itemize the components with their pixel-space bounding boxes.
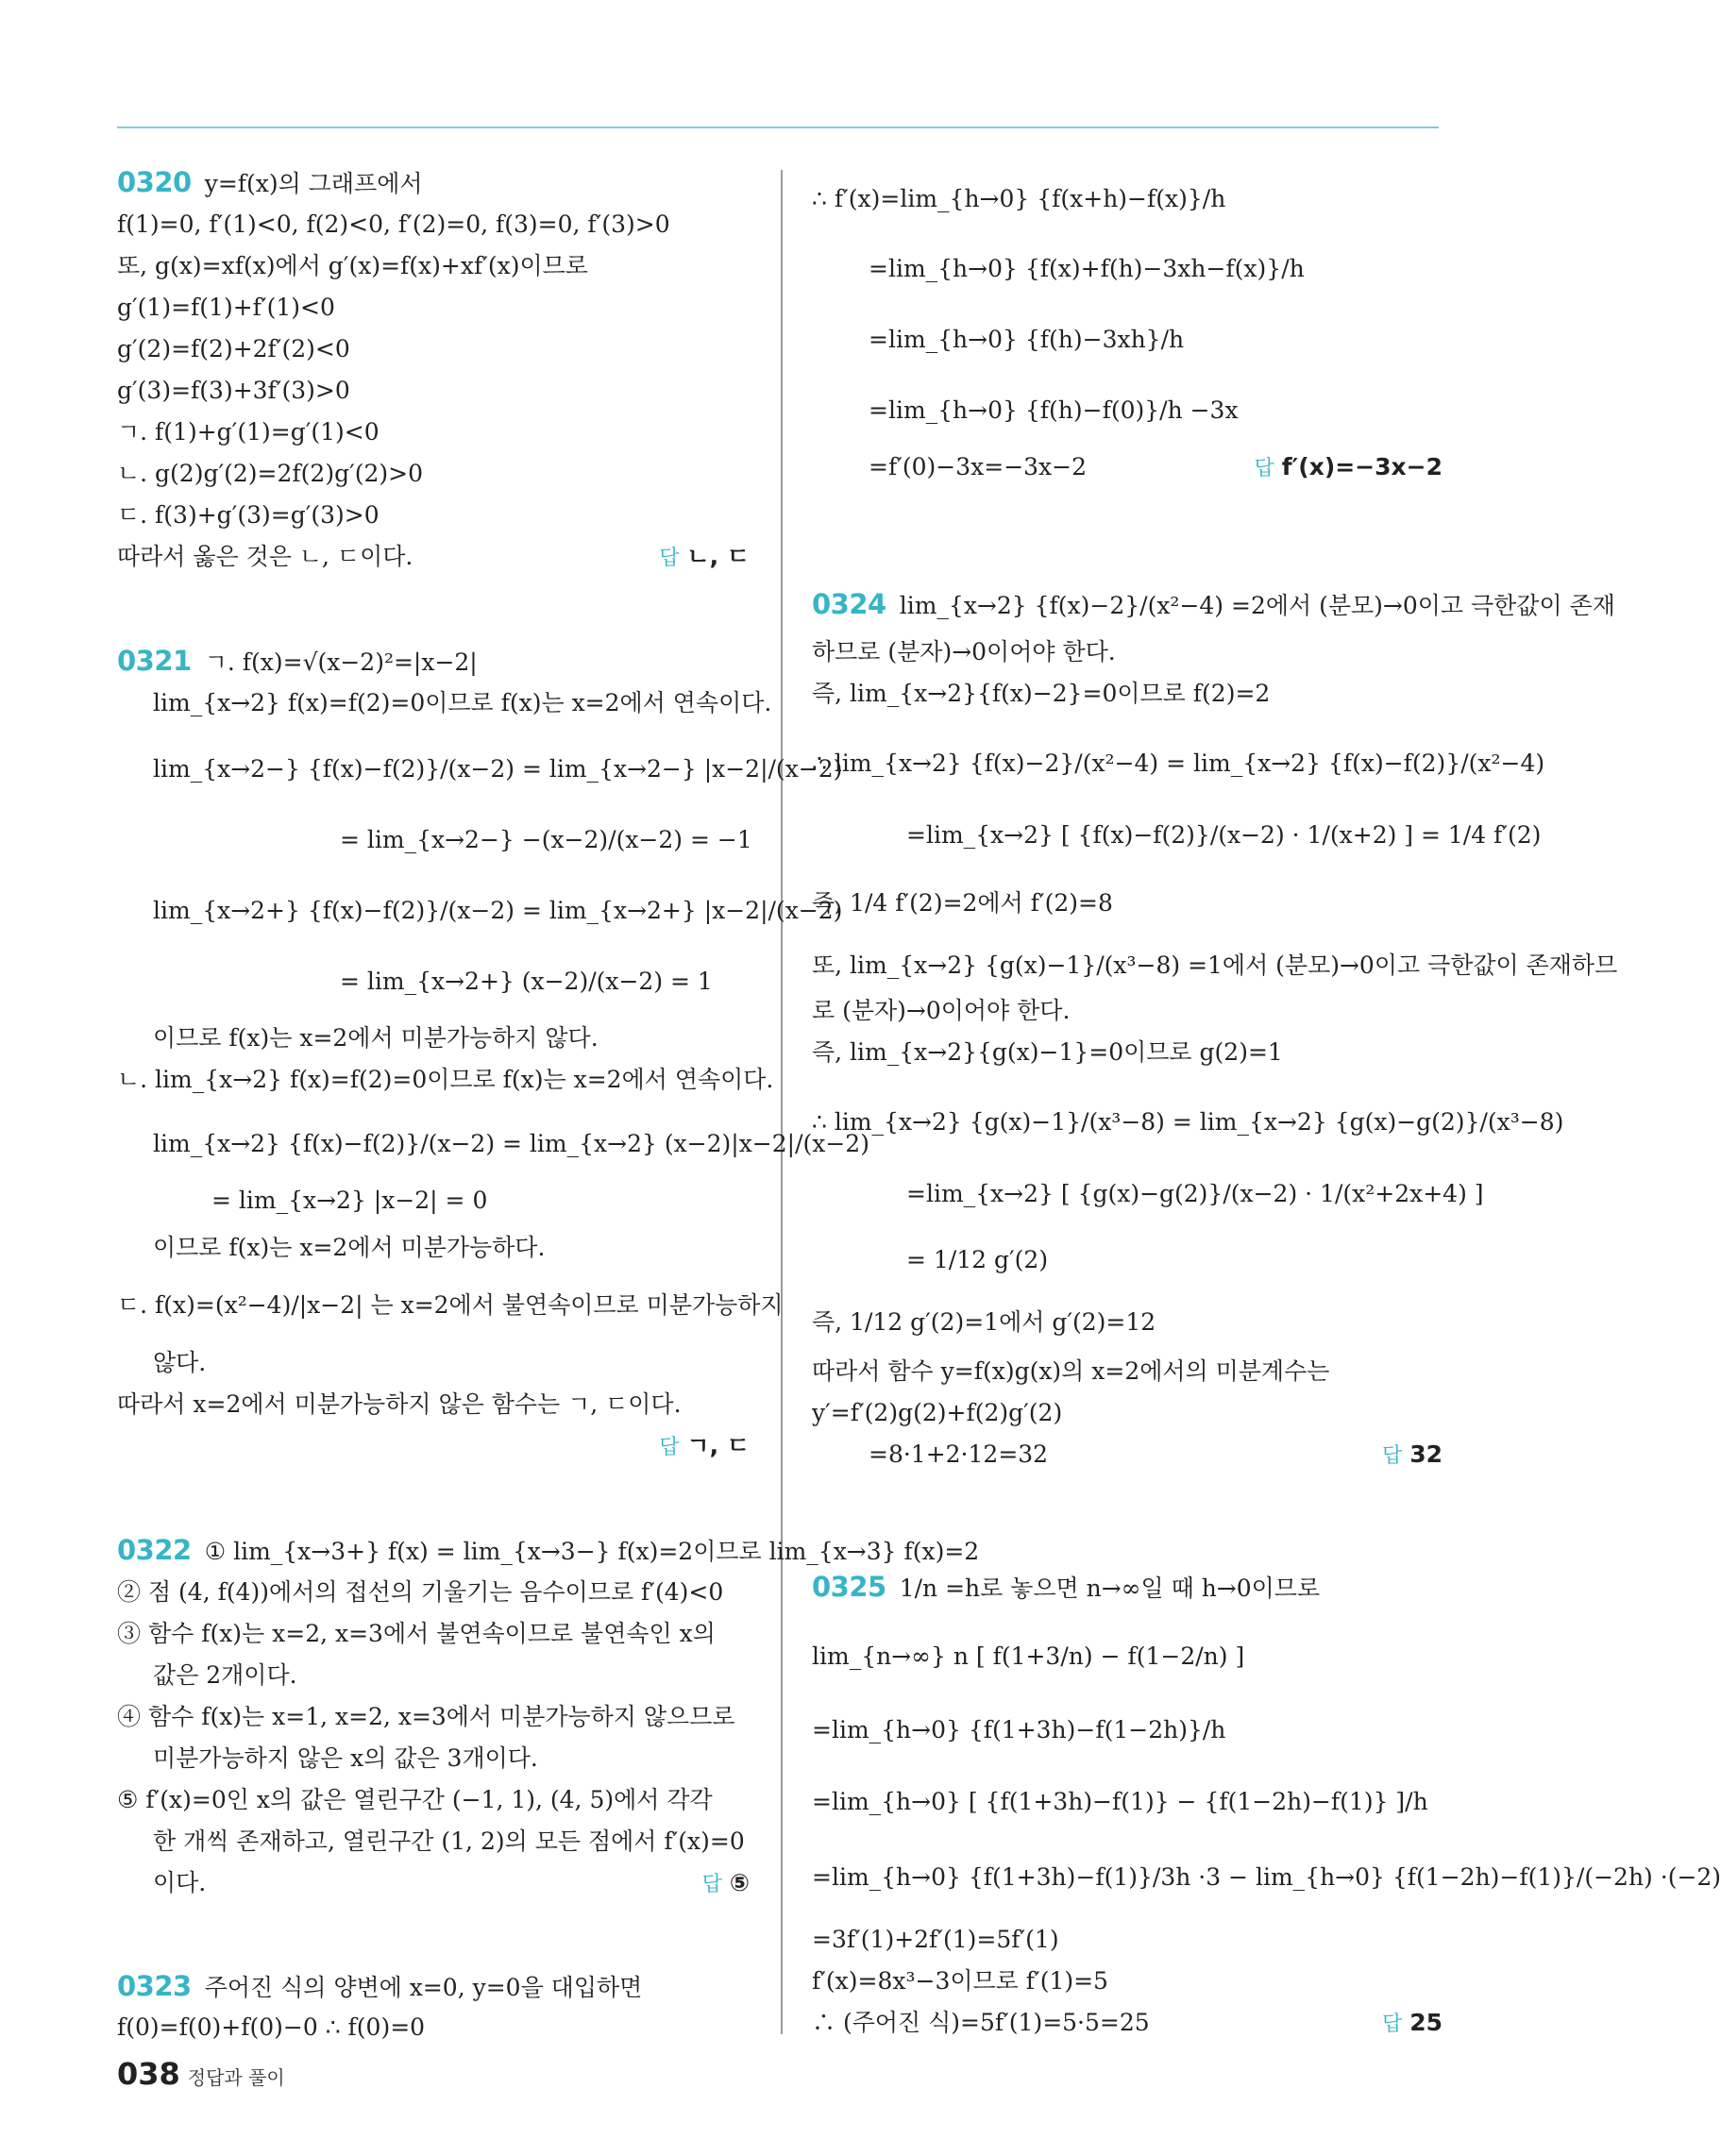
solution-line: 1/n =h로 놓으면 n→∞일 때 h→0이므로: [899, 1575, 1321, 1602]
answer-tag: 답: [659, 1436, 680, 1459]
solution-line: = lim_{x→2} |x−2| = 0: [211, 1187, 488, 1214]
solution-line: 따라서 함수 y=f(x)g(x)의 x=2에서의 미분계수는: [812, 1357, 1330, 1385]
solution-line: =lim_{h→0} {f(h)−f(0)}/h −3x: [869, 396, 1239, 424]
solution-line: ㄷ. f(x)=(x²−4)/|x−2| 는 x=2에서 불연속이므로 미분가능하지: [117, 1291, 784, 1319]
solution-line: f′(x)=8x³−3이므로 f′(1)=5: [812, 1967, 1108, 1995]
answer-tag: 답: [659, 547, 680, 570]
answer-value: ㄱ, ㄷ: [686, 1432, 750, 1459]
solution-line: =lim_{x→2} [ {g(x)−g(2)}/(x−2) · 1/(x²+2x+4) ]: [906, 1180, 1484, 1207]
problem-number: 0323: [117, 1970, 192, 2002]
solution-line: ㄱ. f(1)+g′(1)=g′(1)<0: [117, 418, 380, 446]
solution-line: 이므로 f(x)는 x=2에서 미분가능하다.: [153, 1234, 546, 1261]
footer-label: 정답과 풀이: [187, 2066, 285, 2089]
solution-line: 않다.: [153, 1349, 207, 1376]
solution-line: = lim_{x→2+} (x−2)/(x−2) = 1: [340, 968, 713, 995]
solution-line: 즉, 1/4 f′(2)=2에서 f′(2)=8: [812, 889, 1113, 917]
answer-0322: [702, 1867, 750, 1901]
answer-value: ⑤: [729, 1869, 750, 1896]
solution-line: =3f′(1)+2f′(1)=5f′(1): [812, 1926, 1059, 1953]
solution-line: ∴ (주어진 식)=5f′(1)=5·5=25: [812, 2009, 1150, 2036]
solution-line: ① lim_{x→3+} f(x) = lim_{x→3−} f(x)=2이므로 lim_{x→3} f(x)=2: [204, 1538, 980, 1565]
solution-line: 따라서 옳은 것은 ㄴ, ㄷ이다.: [117, 543, 413, 570]
solution-line: = 1/12 g′(2): [906, 1246, 1049, 1273]
answer-value: ㄴ, ㄷ: [686, 543, 750, 570]
solution-line: ② 점 (4, f(4))에서의 접선의 기울기는 음수이므로 f′(4)<0: [117, 1578, 724, 1606]
problem-number: 0322: [117, 1534, 192, 1566]
problem-0324-header: [812, 588, 1615, 622]
problem-number: 0320: [117, 166, 192, 198]
answer-tag: 답: [1381, 2013, 1403, 2036]
solution-line: 이다.: [153, 1869, 207, 1896]
solution-line: 값은 2개이다.: [153, 1661, 297, 1689]
solution-line: lim_{x→2} {f(x)−2}/(x²−4) =2에서 (분모)→0이고 극한값이 존재: [899, 592, 1615, 619]
solution-line: =lim_{h→0} {f(h)−3xh}/h: [869, 326, 1185, 353]
problem-number: 0324: [812, 588, 886, 620]
problem-0325-header: [812, 1571, 1320, 1605]
solution-line: ㄷ. f(3)+g′(3)=g′(3)>0: [117, 501, 380, 529]
answer-value: f′(x)=−3x−2: [1281, 453, 1443, 480]
answer-0325: [1382, 2007, 1443, 2041]
solution-line: 또, lim_{x→2} {g(x)−1}/(x³−8) =1에서 (분모)→0이고 극한값이 존재하므: [812, 952, 1618, 979]
answer-0323: [1255, 451, 1443, 485]
solution-line: ∴ f′(x)=lim_{h→0} {f(x+h)−f(x)}/h: [812, 185, 1226, 212]
answer-tag: 답: [701, 1873, 722, 1896]
solution-line: 즉, lim_{x→2}{f(x)−2}=0이므로 f(2)=2: [812, 680, 1271, 707]
solution-line: 한 개씩 존재하고, 열린구간 (1, 2)의 모든 점에서 f′(x)=0: [153, 1828, 745, 1855]
solution-line: 즉, lim_{x→2}{g(x)−1}=0이므로 g(2)=1: [812, 1038, 1283, 1066]
solution-line: ⑤ f′(x)=0인 x의 값은 열린구간 (−1, 1), (4, 5)에서 각각: [117, 1786, 713, 1813]
solution-line: 이므로 f(x)는 x=2에서 미분가능하지 않다.: [153, 1024, 599, 1052]
solution-line: g′(1)=f(1)+f′(1)<0: [117, 294, 335, 321]
solution-line: lim_{x→2} f(x)=f(2)=0이므로 f(x)는 x=2에서 연속이다.: [153, 689, 772, 716]
solution-line: lim_{n→∞} n [ f(1+3/n) − f(1−2/n) ]: [812, 1642, 1245, 1670]
solution-line: 미분가능하지 않은 x의 값은 3개이다.: [153, 1744, 538, 1772]
solution-line: =lim_{h→0} {f(x)+f(h)−3xh−f(x)}/h: [869, 255, 1305, 282]
solution-line: lim_{x→2+} {f(x)−f(2)}/(x−2) = lim_{x→2+} |x−2|/(x−2): [153, 897, 843, 924]
solution-line: ㄴ. g(2)g′(2)=2f(2)g′(2)>0: [117, 460, 424, 487]
problem-0321-header: [117, 645, 478, 679]
problem-number: 0321: [117, 645, 192, 677]
solution-line: 따라서 x=2에서 미분가능하지 않은 함수는 ㄱ, ㄷ이다.: [117, 1390, 682, 1418]
problem-number: 0325: [812, 1571, 886, 1603]
solution-line: =lim_{h→0} [ {f(1+3h)−f(1)} − {f(1−2h)−f(1)} ]/h: [812, 1788, 1428, 1815]
solution-line: y=f(x)의 그래프에서: [204, 170, 423, 197]
solution-line: = lim_{x→2−} −(x−2)/(x−2) = −1: [340, 826, 752, 853]
solution-line: f(1)=0, f′(1)<0, f(2)<0, f′(2)=0, f(3)=0, f′(3)>0: [117, 211, 670, 238]
answer-value: 25: [1409, 2009, 1443, 2036]
solution-line: lim_{x→2} {f(x)−f(2)}/(x−2) = lim_{x→2} (x−2)|x−2|/(x−2): [153, 1130, 869, 1157]
solution-line: =lim_{h→0} {f(1+3h)−f(1)}/3h ·3 − lim_{h→0} {f(1−2h)−f(1)}/(−2h) ·(−2): [812, 1863, 1721, 1891]
problem-0323-header: [117, 1970, 642, 2004]
column-divider: [781, 170, 783, 2034]
answer-0320: [659, 541, 750, 575]
solution-line: =8·1+2·12=32: [869, 1440, 1049, 1468]
solution-line: ④ 함수 f(x)는 x=1, x=2, x=3에서 미분가능하지 않으므로: [117, 1703, 735, 1730]
solution-line: y′=f′(2)g(2)+f(2)g′(2): [812, 1399, 1063, 1426]
answer-0324: [1382, 1439, 1443, 1473]
solution-line: f(0)=f(0)+f(0)−0 ∴ f(0)=0: [117, 2013, 426, 2041]
solution-line: ㄴ. lim_{x→2} f(x)=f(2)=0이므로 f(x)는 x=2에서 연속이다.: [117, 1066, 774, 1093]
problem-0322-header: [117, 1534, 979, 1568]
solution-line: lim_{x→2−} {f(x)−f(2)}/(x−2) = lim_{x→2−} |x−2|/(x−2): [153, 755, 843, 783]
solution-line: =f′(0)−3x=−3x−2: [869, 453, 1087, 480]
answer-tag: 답: [1254, 457, 1274, 480]
solution-line: g′(2)=f(2)+2f′(2)<0: [117, 335, 350, 362]
top-rule: [117, 126, 1439, 128]
solution-line: ㄱ. f(x)=√(x−2)²=|x−2|: [204, 648, 478, 676]
solution-line: 로 (분자)→0이어야 한다.: [812, 997, 1071, 1024]
answer-0321: [659, 1430, 750, 1464]
page-number: 038: [117, 2056, 180, 2092]
answer-value: 32: [1409, 1440, 1443, 1468]
solution-line: =lim_{x→2} [ {f(x)−f(2)}/(x−2) · 1/(x+2) ] = 1/4 f′(2): [906, 821, 1542, 849]
solution-line: 즉, 1/12 g′(2)=1에서 g′(2)=12: [812, 1308, 1156, 1336]
solution-line: ③ 함수 f(x)는 x=2, x=3에서 불연속이므로 불연속인 x의: [117, 1620, 716, 1647]
page-footer: [117, 2056, 285, 2092]
answer-tag: 답: [1381, 1444, 1403, 1468]
solution-line: g′(3)=f(3)+3f′(3)>0: [117, 377, 350, 404]
solution-line: ∴ lim_{x→2} {f(x)−2}/(x²−4) = lim_{x→2} {f(x)−f(2)}/(x²−4): [812, 750, 1545, 777]
solution-line: 하므로 (분자)→0이어야 한다.: [812, 638, 1116, 665]
solution-line: =lim_{h→0} {f(1+3h)−f(1−2h)}/h: [812, 1716, 1226, 1743]
solution-line: 주어진 식의 양변에 x=0, y=0을 대입하면: [204, 1974, 643, 2001]
problem-0320-header: [117, 166, 423, 200]
solution-line: ∴ lim_{x→2} {g(x)−1}/(x³−8) = lim_{x→2} {g(x)−g(2)}/(x³−8): [812, 1108, 1564, 1136]
solution-line: 또, g(x)=xf(x)에서 g′(x)=f(x)+xf′(x)이므로: [117, 252, 588, 279]
